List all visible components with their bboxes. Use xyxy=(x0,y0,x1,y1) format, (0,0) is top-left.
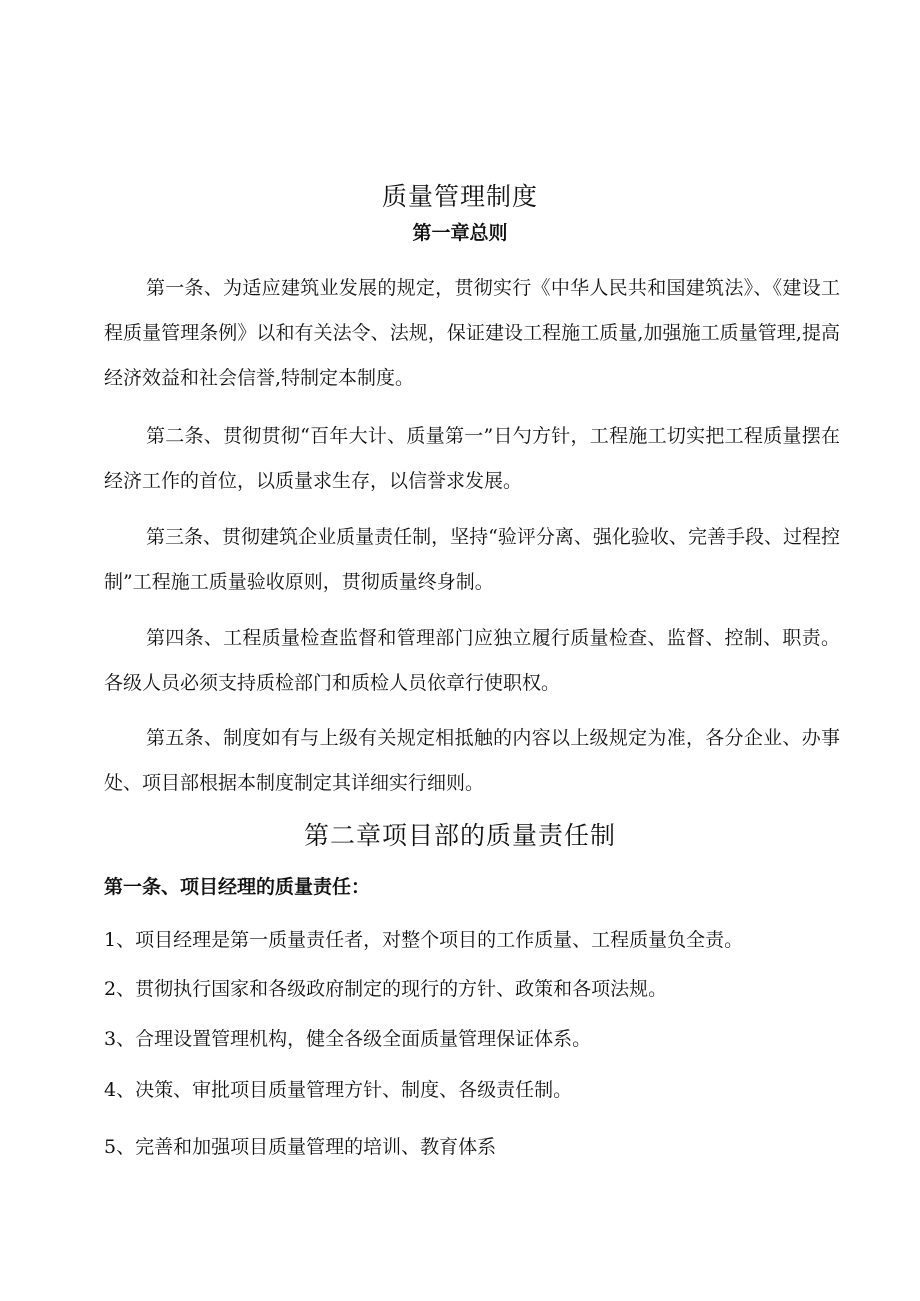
list-item: 3、合理设置管理机构，健全各级全面质量管理保证体系。 xyxy=(104,1028,592,1050)
section-heading-project-manager: 第一条、项目经理的质量责任： xyxy=(104,876,371,898)
chapter-2-heading: 第二章项目部的质量责任制 xyxy=(303,821,616,850)
chapter-1-article-3: 第三条、贯彻建筑企业质量责任制，坚持“验评分离、强化验收、完善手段、过程控制”工程施工质量验收原则，贯彻质量终身制。 xyxy=(104,526,840,593)
list-item: 2、贯彻执行国家和各级政府制定的现行的方针、政策和各项法规。 xyxy=(104,978,668,1000)
document-title: 质量管理制度 xyxy=(381,181,538,211)
list-item: 5、完善和加强项目质量管理的培训、教育体系 xyxy=(104,1136,497,1158)
chapter-1-article-4: 第四条、工程质量检查监督和管理部门应独立履行质量检查、监督、控制、职责。各级人员必须支持质检部门和质检人员依章行使职权。 xyxy=(104,627,840,694)
list-item: 4、决策、审批项目质量管理方针、制度、各级责任制。 xyxy=(104,1079,573,1101)
list-item: 1、项目经理是第一质量责任者，对整个项目的工作质量、工程质量负全责。 xyxy=(104,929,744,951)
chapter-1-article-5: 第五条、制度如有与上级有关规定相抵触的内容以上级规定为准，各分企业、办事处、项目部根据本制度制定其详细实行细则。 xyxy=(104,727,840,794)
chapter-1-article-1: 第一条、为适应建筑业发展的规定，贯彻实行《中华人民共和国建筑法》、《建设工程质量管理条例》以和有关法令、法规，保证建设工程施工质量,加强施工质量管理,提高经济效益和社会信誉,特制定本制度。 xyxy=(104,277,840,389)
chapter-1-heading: 第一章总则 xyxy=(412,222,508,244)
chapter-1-article-2: 第二条、贯彻贯彻“百年大计、质量第一”日勺方针，工程施工切实把工程质量摆在经济工作的首位，以质量求生存，以信誉求发展。 xyxy=(104,425,840,492)
